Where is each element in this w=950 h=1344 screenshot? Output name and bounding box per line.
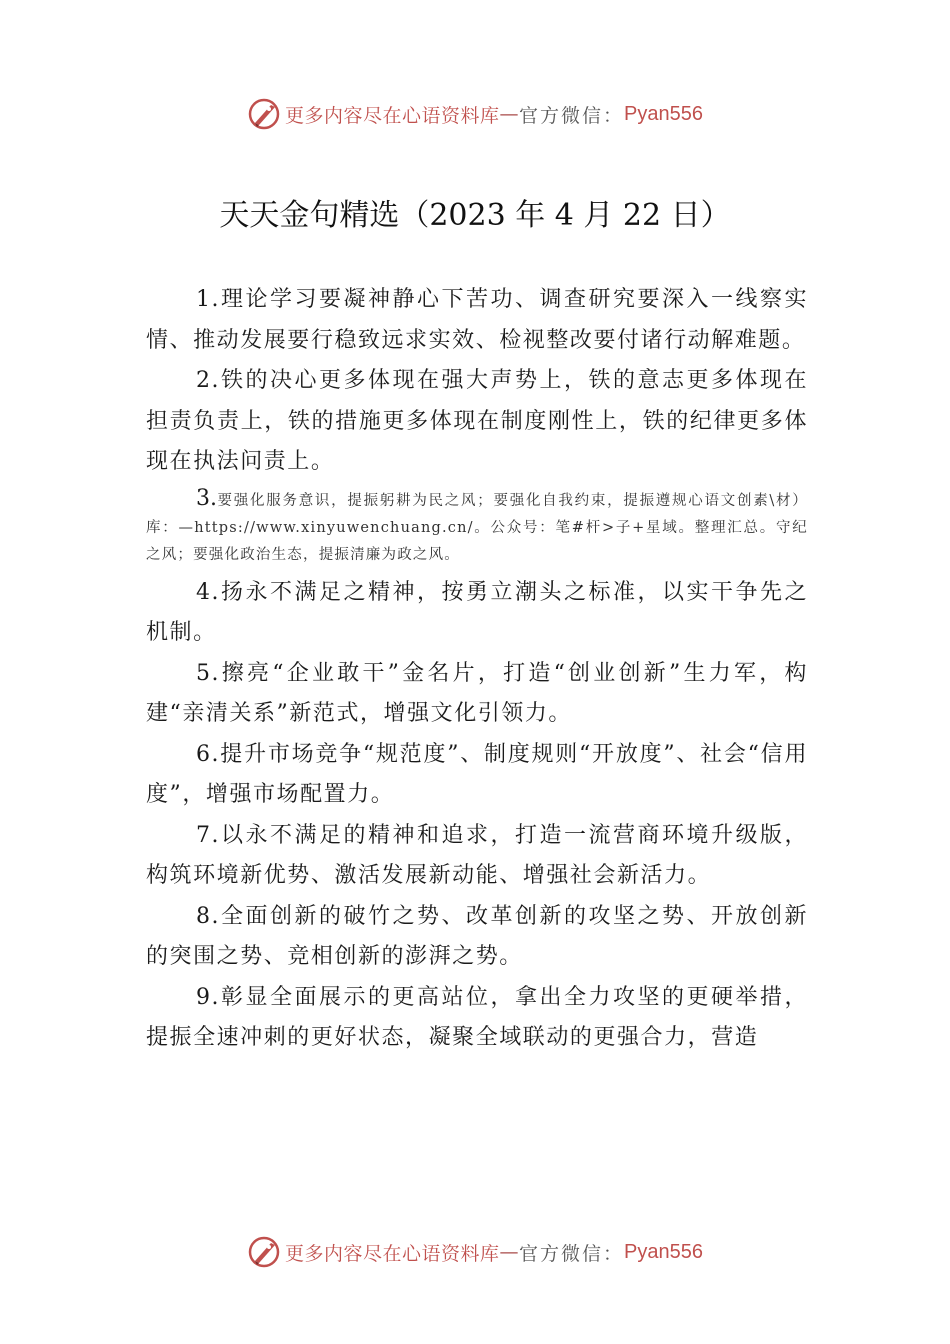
banner-official-label: 官方微信： (519, 104, 625, 127)
quote-small-text: 要强化服务意识，提振躬耕为民之风；要强化自我约束，提振遵规心语文创素\材）库：—https://www.xinyuwenchuang.cn/。公众号：笔#杆>子+星域。整理汇总。守纪之风；要强化政治生态，提振清廉为政之风。 (146, 492, 808, 563)
pen-logo-icon (247, 1235, 281, 1269)
banner-text: 更多内容尽在心语资料库 (285, 1242, 500, 1265)
quote-paragraph: 5.擦亮“企业敢干”金名片，打造“创业创新”生力军，构建“亲清关系”新范式，增强文化引领力。 (146, 660, 808, 726)
banner-wechat-id: Pyan556 (624, 102, 703, 125)
page-title: 天天金句精选（2023 年 4 月 22 日） (219, 198, 731, 233)
header-banner (0, 94, 950, 134)
footer-banner (0, 1232, 950, 1272)
quote-paragraph: 8.全面创新的破竹之势、改革创新的攻坚之势、开放创新的突围之势、竞相创新的澎湃之势。 (146, 903, 808, 969)
quote-paragraph: 6.提升市场竞争“规范度”、制度规则“开放度”、社会“信用度”，增强市场配置力。 (146, 741, 808, 807)
pen-logo-icon (247, 97, 281, 131)
quote-paragraph: 2.铁的决心更多体现在强大声势上，铁的意志更多体现在担责负责上，铁的措施更多体现在制度刚性上，铁的纪律更多体现在执法问责上。 (146, 368, 808, 474)
document-body (146, 280, 808, 1059)
banner-official-label: 官方微信： (519, 1242, 625, 1265)
quote-paragraph: 7.以永不满足的精神和追求，打造一流营商环境升级版，构筑环境新优势、激活发展新动能、增强社会新活力。 (146, 822, 808, 888)
quote-paragraph: 9.彰显全面展示的更高站位，拿出全力攻坚的更硬举措，提振全速冲刺的更好状态，凝聚全域联动的更强合力，营造 (146, 984, 808, 1050)
banner-separator: — (499, 103, 520, 125)
quote-number: 3. (196, 485, 217, 511)
quote-paragraph-small (146, 485, 808, 569)
banner-text: 更多内容尽在心语资料库 (285, 104, 500, 127)
banner-separator: — (499, 1241, 520, 1263)
quote-paragraph: 4.扬永不满足之精神，按勇立潮头之标准，以实干争先之机制。 (146, 579, 808, 645)
banner-wechat-id: Pyan556 (624, 1240, 703, 1263)
quote-paragraph: 1.理论学习要凝神静心下苦功、调查研究要深入一线察实情、推动发展要行稳致远求实效、检视整改要付诸行动解难题。 (146, 287, 808, 353)
